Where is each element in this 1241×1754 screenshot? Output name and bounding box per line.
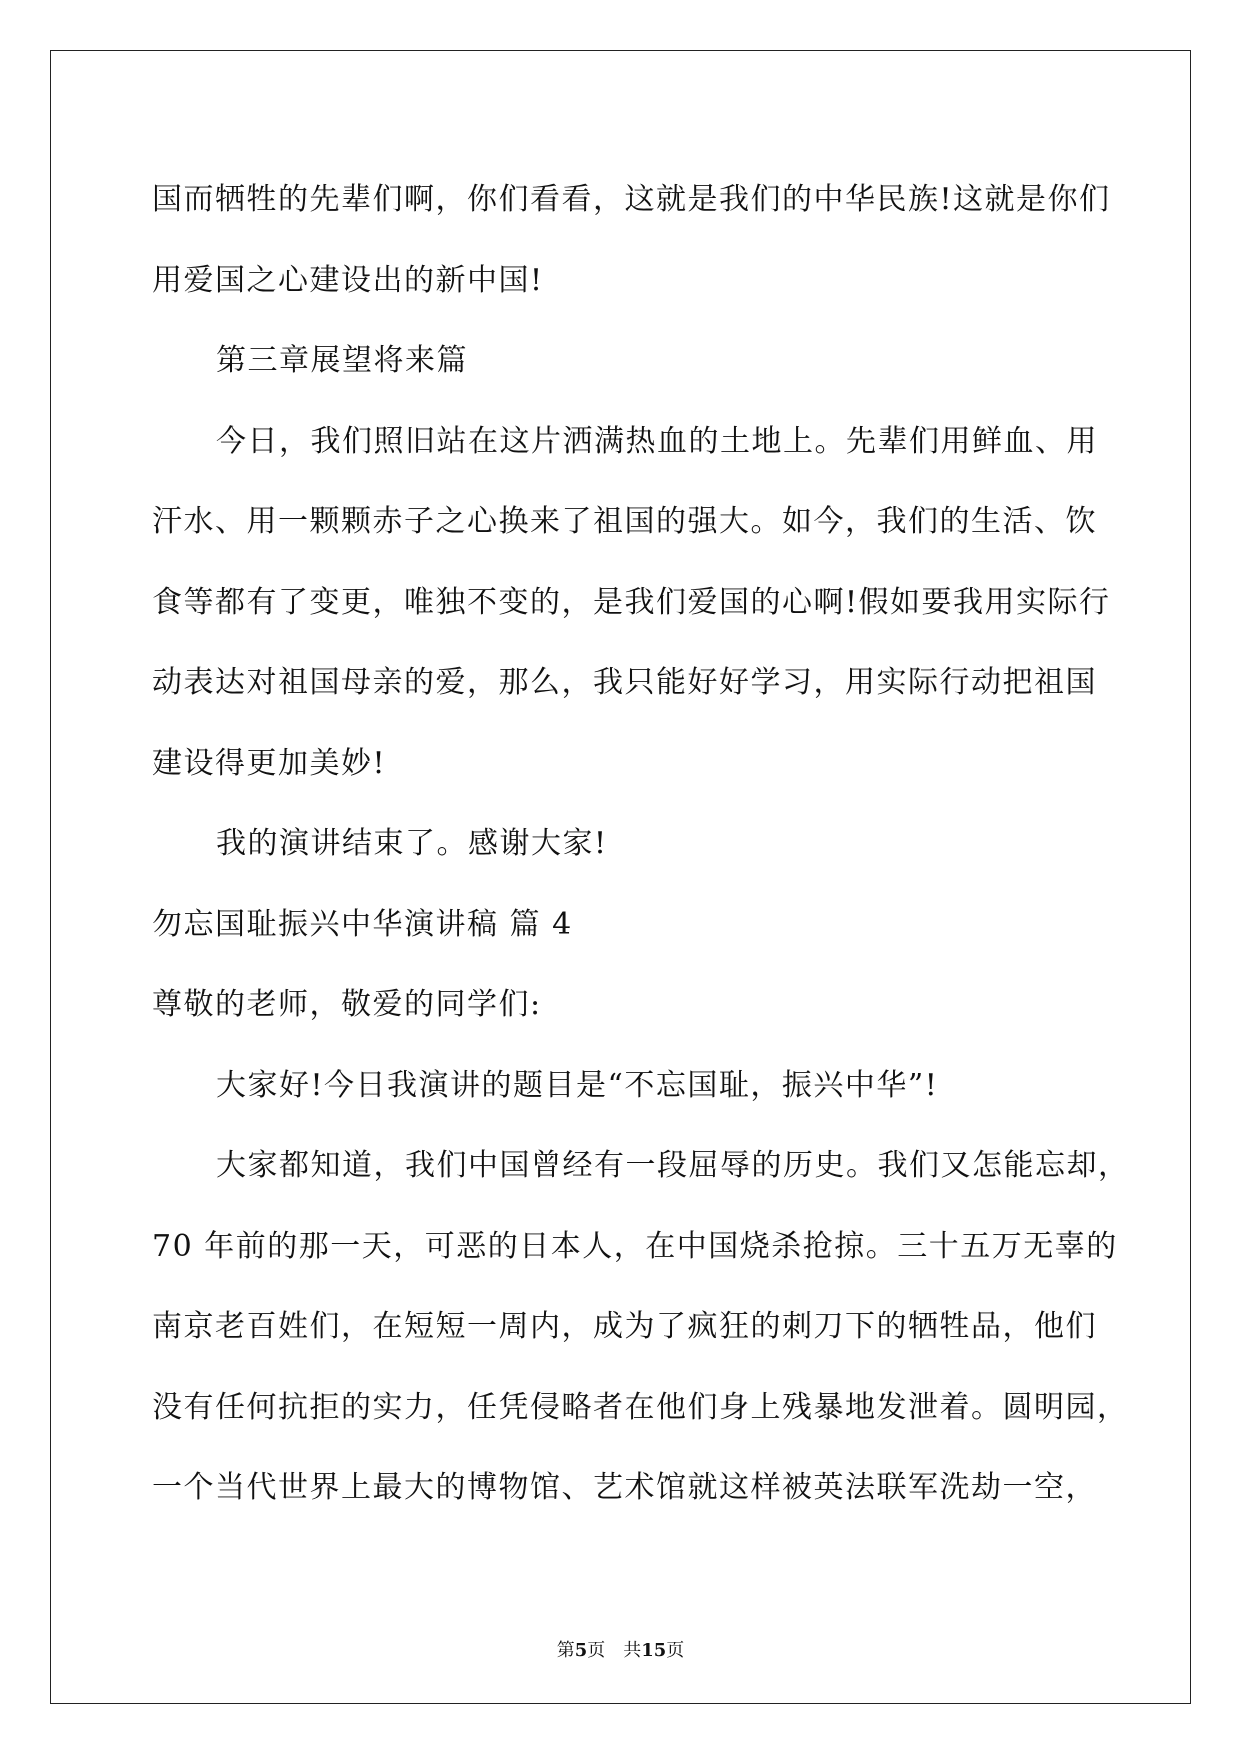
page-suffix: 页 (587, 1640, 606, 1661)
page-footer (0, 1636, 1241, 1662)
paragraph-line: 动表达对祖国母亲的爱，那么，我只能好好学习，用实际行动把祖国 (152, 665, 1097, 700)
paragraph-line: 南京老百姓们，在短短一周内，成为了疯狂的刺刀下的牺牲品，他们 (152, 1309, 1097, 1344)
page-prefix: 第 (556, 1640, 575, 1661)
paragraph-line: 汗水、用一颗颗赤子之心换来了祖国的强大。如今，我们的生活、饮 (152, 504, 1097, 539)
salutation: 尊敬的老师，敬爱的同学们: (152, 987, 542, 1022)
paragraph-line: 70 年前的那一天，可恶的日本人，在中国烧杀抢掠。三十五万无辜的 (152, 1228, 1118, 1264)
paragraph-line: 我的演讲结束了。感谢大家! (216, 826, 608, 861)
paragraph-line: 没有任何抗拒的实力，任凭侵略者在他们身上残暴地发泄着。圆明园， (152, 1389, 1129, 1425)
paragraph-line: 大家好!今日我演讲的题目是“不忘国耻，振兴中华”! (216, 1067, 939, 1103)
total-suffix: 页 (666, 1640, 685, 1661)
paragraph-line: 大家都知道，我们中国曾经有一段屈辱的历史。我们又怎能忘却， (216, 1148, 1130, 1183)
total-pages: 15 (641, 1640, 667, 1661)
page-number: 5 (574, 1640, 588, 1661)
paragraph-line: 今日，我们照旧站在这片洒满热血的土地上。先辈们用鲜血、用 (216, 423, 1098, 459)
paragraph-line: 国而牺牲的先辈们啊，你们看看，这就是我们的中华民族!这就是你们 (152, 182, 1111, 217)
document-body (152, 160, 1130, 1529)
paragraph-line: 用爱国之心建设出的新中国! (152, 262, 544, 298)
section-heading: 第三章展望将来篇 (216, 343, 468, 378)
paragraph-line: 食等都有了变更，唯独不变的，是我们爱国的心啊!假如要我用实际行 (152, 584, 1111, 620)
paragraph-line: 一个当代世界上最大的博物馆、艺术馆就这样被英法联军洗劫一空， (152, 1470, 1097, 1505)
paragraph-line: 建设得更加美妙! (152, 745, 387, 781)
total-prefix: 共 (623, 1640, 642, 1661)
article-title: 勿忘国耻振兴中华演讲稿 篇 4 (152, 906, 573, 942)
